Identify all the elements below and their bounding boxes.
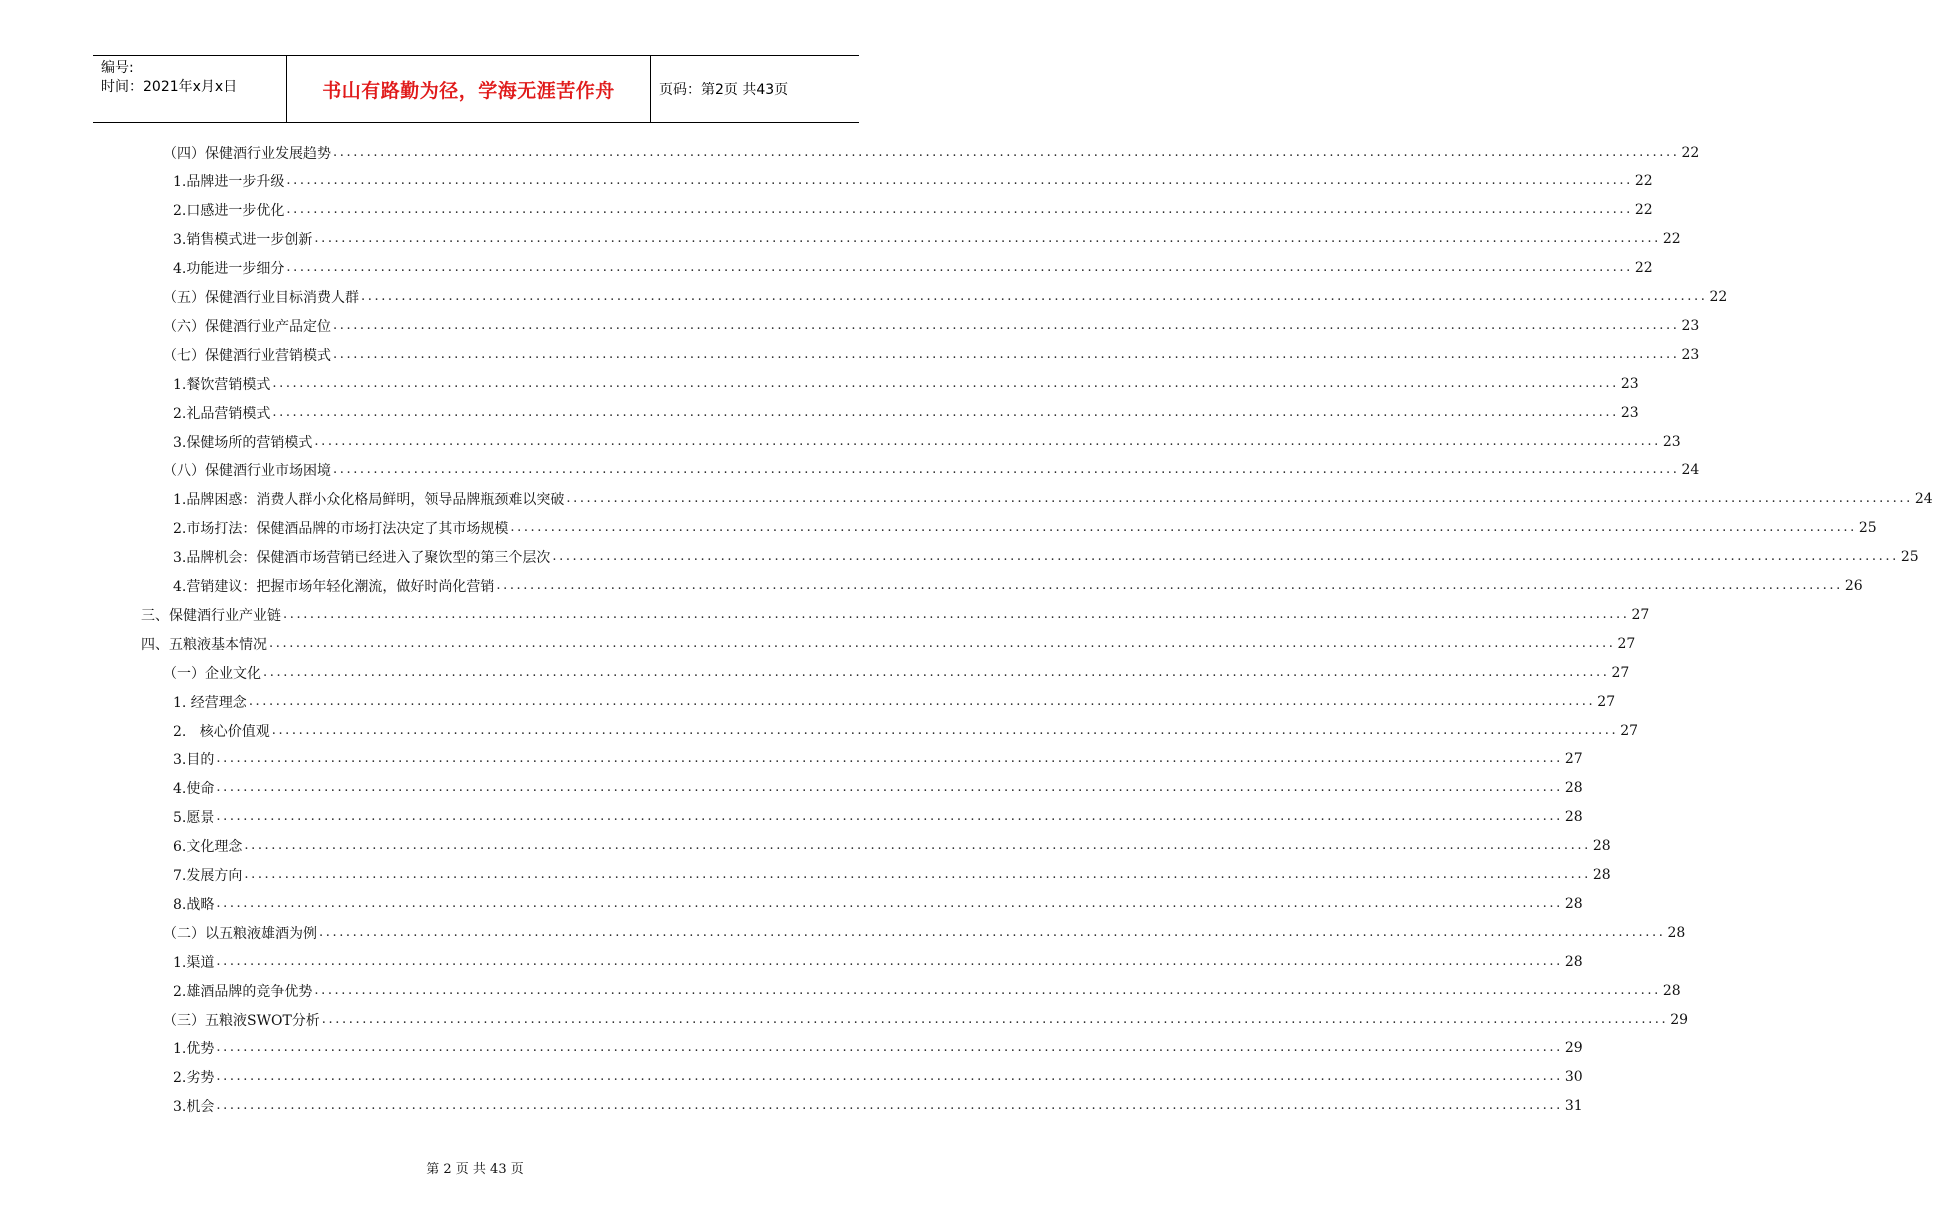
toc-dot-leader: ........................................................................................................................................................................................................	[286, 173, 1633, 189]
toc-entry-page: 26	[1844, 578, 1863, 594]
toc-entry[interactable]	[141, 600, 1650, 629]
toc-entry[interactable]	[173, 514, 1877, 543]
toc-entry[interactable]	[173, 1063, 1583, 1092]
toc-entry-page: 23	[1662, 433, 1681, 450]
toc-entry-title: 8.战略	[173, 896, 215, 913]
toc-dot-leader: ........................................................................................................................................................................................................	[244, 867, 1591, 882]
toc-entry[interactable]	[163, 658, 1630, 687]
toc-entry-page: 22	[1634, 260, 1653, 277]
toc-entry-title: 1.优势	[173, 1041, 215, 1058]
toc-entry-title: 三、保健酒行业产业链	[141, 607, 281, 624]
toc-entry-title: 1.渠道	[173, 954, 215, 971]
page-footer: 第 2 页 共 43 页	[426, 1162, 524, 1177]
toc-entry[interactable]	[173, 1092, 1583, 1121]
toc-dot-leader: ........................................................................................................................................................................................................	[321, 1011, 1669, 1027]
toc-entry-title: （一）企业文化	[163, 665, 261, 682]
toc-entry-title: 2. 核心价值观	[173, 723, 270, 740]
toc-entry[interactable]	[163, 340, 1700, 369]
toc-entry[interactable]	[173, 254, 1653, 283]
toc-entry-page: 27	[1564, 751, 1583, 768]
toc-entry-page: 31	[1564, 1098, 1583, 1115]
toc-entry[interactable]	[173, 861, 1611, 890]
toc-entry-title: 2.口感进一步优化	[173, 203, 285, 220]
toc-entry-page: 24	[1681, 462, 1700, 479]
toc-entry[interactable]	[163, 918, 1686, 947]
toc-entry-page: 22	[1709, 289, 1728, 305]
code-label: 编号:	[101, 60, 134, 76]
toc-dot-leader: ........................................................................................................................................................................................................	[263, 664, 1610, 680]
toc-dot-leader: ........................................................................................................................................................................................................	[216, 751, 1563, 767]
toc-entry[interactable]	[173, 196, 1653, 225]
toc-entry-page: 22	[1681, 144, 1700, 161]
page-header	[93, 55, 859, 123]
toc-entry[interactable]	[173, 1034, 1583, 1063]
toc-entry-page: 27	[1611, 664, 1630, 681]
toc-entry-title: （二）以五粮液雄酒为例	[163, 925, 317, 942]
toc-entry-title: （三）五粮液SWOT分析	[163, 1012, 320, 1029]
toc-entry[interactable]	[173, 832, 1611, 861]
toc-dot-leader: ........................................................................................................................................................................................................	[552, 549, 1899, 565]
time-label: 时间：2021年x月x日	[101, 79, 238, 95]
toc-dot-leader: ........................................................................................................................................................................................................	[314, 982, 1661, 998]
toc-dot-leader: ........................................................................................................................................................................................................	[286, 202, 1633, 218]
toc-dot-leader: ........................................................................................................................................................................................................	[269, 635, 1616, 651]
toc-dot-leader: ........................................................................................................................................................................................................	[333, 144, 1680, 160]
toc-entry[interactable]	[163, 456, 1700, 485]
toc-entry[interactable]	[163, 138, 1700, 167]
toc-entry[interactable]	[173, 167, 1653, 196]
toc-entry-title: 3.目的	[173, 752, 215, 769]
toc-entry[interactable]	[173, 716, 1639, 745]
toc-entry-title: 四、五粮液基本情况	[141, 636, 267, 653]
toc-entry-title: （六）保健酒行业产品定位	[163, 318, 331, 335]
toc-entry-page: 23	[1620, 404, 1639, 421]
toc-entry-page: 27	[1631, 606, 1650, 623]
toc-entry-page: 25	[1858, 520, 1877, 537]
toc-entry-page: 25	[1900, 549, 1919, 566]
toc-dot-leader: ........................................................................................................................................................................................................	[314, 231, 1661, 247]
toc-dot-leader: ........................................................................................................................................................................................................	[286, 260, 1633, 276]
toc-entry-title: （四）保健酒行业发展趋势	[163, 145, 331, 162]
toc-entry[interactable]	[173, 889, 1583, 918]
toc-entry-title: 2.市场打法：保健酒品牌的市场打法决定了其市场规模	[173, 521, 509, 538]
toc-entry-title: 2.劣势	[173, 1070, 215, 1087]
toc-entry[interactable]	[173, 687, 1616, 716]
toc-entry[interactable]	[163, 311, 1700, 340]
toc-dot-leader: ........................................................................................................................................................................................................	[283, 606, 1630, 622]
toc-entry-title: 2.礼品营销模式	[173, 405, 271, 422]
toc-entry-page: 29	[1564, 1040, 1583, 1057]
toc-dot-leader: ........................................................................................................................................................................................................	[271, 722, 1619, 738]
toc-entry-page: 27	[1617, 635, 1636, 652]
toc-dot-leader: ........................................................................................................................................................................................................	[333, 462, 1680, 478]
toc-entry-title: （七）保健酒行业营销模式	[163, 347, 331, 364]
toc-entry-page: 27	[1620, 722, 1639, 739]
toc-dot-leader: ........................................................................................................................................................................................................	[244, 838, 1591, 854]
toc-entry[interactable]	[163, 1005, 1689, 1034]
toc-entry[interactable]	[173, 803, 1583, 832]
toc-entry-title: 4.营销建议：把握市场年轻化潮流，做好时尚化营销	[173, 579, 495, 595]
toc-dot-leader: ........................................................................................................................................................................................................	[272, 404, 1619, 420]
toc-dot-leader: ........................................................................................................................................................................................................	[216, 780, 1563, 796]
toc-entry-page: 30	[1564, 1069, 1583, 1086]
toc-entry-page: 28	[1662, 982, 1681, 999]
toc-entry-title: 5.愿景	[173, 810, 215, 827]
toc-entry-title: 1.品牌进一步升级	[173, 174, 285, 191]
toc-entry-page: 28	[1592, 838, 1611, 855]
toc-entry-title: 4.使命	[173, 781, 215, 798]
toc-entry-page: 28	[1564, 953, 1583, 970]
toc-dot-leader: ........................................................................................................................................................................................................	[216, 895, 1563, 911]
toc-entry-page: 29	[1670, 1011, 1689, 1028]
toc-entry-title: 2.雄酒品牌的竞争优势	[173, 983, 313, 1000]
toc-entry-page: 28	[1592, 867, 1611, 883]
toc-entry[interactable]	[173, 745, 1583, 774]
toc-dot-leader: ........................................................................................................................................................................................................	[216, 809, 1563, 825]
toc-entry-page: 28	[1564, 780, 1583, 797]
toc-entry-page: 23	[1681, 346, 1700, 363]
toc-dot-leader: ........................................................................................................................................................................................................	[272, 375, 1619, 391]
toc-dot-leader: ........................................................................................................................................................................................................	[510, 520, 1857, 536]
toc-dot-leader: ........................................................................................................................................................................................................	[216, 953, 1563, 969]
header-page-label: 页码：第2页 共43页	[659, 82, 789, 98]
toc-entry-page: 28	[1564, 809, 1583, 826]
toc-entry-title: 1.品牌困惑：消费人群小众化格局鲜明，领导品牌瓶颈难以突破	[173, 492, 565, 509]
toc-entry-title: 3.保健场所的营销模式	[173, 434, 313, 451]
toc-dot-leader: ........................................................................................................................................................................................................	[248, 693, 1596, 709]
toc-entry-title: （八）保健酒行业市场困境	[163, 463, 331, 480]
toc-entry-page: 24	[1914, 491, 1933, 508]
toc-entry[interactable]	[163, 283, 1728, 312]
toc-entry[interactable]	[173, 976, 1681, 1005]
toc-dot-leader: ........................................................................................................................................................................................................	[333, 317, 1680, 333]
toc-entry-title: 3.品牌机会：保健酒市场营销已经进入了聚饮型的第三个层次	[173, 550, 551, 567]
toc-entry-title: 7.发展方向	[173, 868, 243, 884]
toc-entry[interactable]	[173, 485, 1933, 514]
toc-entry-page: 23	[1681, 317, 1700, 334]
toc-entry-page: 28	[1564, 895, 1583, 912]
toc-entry-page: 22	[1634, 202, 1653, 219]
toc-dot-leader: ........................................................................................................................................................................................................	[361, 289, 1708, 304]
toc-entry-title: 3.销售模式进一步创新	[173, 232, 313, 249]
toc-dot-leader: ........................................................................................................................................................................................................	[216, 1098, 1563, 1114]
toc-entry-page: 28	[1667, 924, 1686, 941]
toc-entry-page: 27	[1597, 693, 1616, 710]
toc-dot-leader: ........................................................................................................................................................................................................	[216, 1069, 1563, 1085]
toc-entry-page: 22	[1634, 173, 1653, 190]
toc-entry-title: 1.餐饮营销模式	[173, 376, 271, 393]
toc-entry-title: 3.机会	[173, 1099, 215, 1116]
toc-entry-title: 4.功能进一步细分	[173, 261, 285, 278]
toc-entry-title: 1. 经营理念	[173, 694, 247, 711]
toc-entry-title: （五）保健酒行业目标消费人群	[163, 290, 359, 306]
header-info	[101, 59, 237, 97]
toc-dot-leader: ........................................................................................................................................................................................................	[566, 491, 1913, 507]
toc-entry[interactable]	[173, 369, 1639, 398]
toc-entry[interactable]	[173, 543, 1919, 572]
toc-dot-leader: ........................................................................................................................................................................................................	[496, 578, 1843, 593]
toc-entry-page: 23	[1620, 375, 1639, 392]
toc-entry-page: 22	[1662, 231, 1681, 248]
toc-entry[interactable]	[173, 774, 1583, 803]
toc-entry[interactable]	[173, 398, 1639, 427]
toc-entry[interactable]	[173, 427, 1681, 456]
toc-dot-leader: ........................................................................................................................................................................................................	[319, 924, 1666, 940]
toc-entry[interactable]	[141, 629, 1636, 658]
toc-dot-leader: ........................................................................................................................................................................................................	[333, 346, 1680, 362]
toc-entry[interactable]	[173, 572, 1863, 601]
header-motto: 书山有路勤为径，学海无涯苦作舟	[286, 56, 651, 122]
toc-entry-title: 6.文化理念	[173, 839, 243, 856]
toc-entry[interactable]	[173, 225, 1681, 254]
toc-entry[interactable]	[173, 947, 1583, 976]
toc-dot-leader: ........................................................................................................................................................................................................	[216, 1040, 1563, 1056]
toc-dot-leader: ........................................................................................................................................................................................................	[314, 433, 1661, 449]
